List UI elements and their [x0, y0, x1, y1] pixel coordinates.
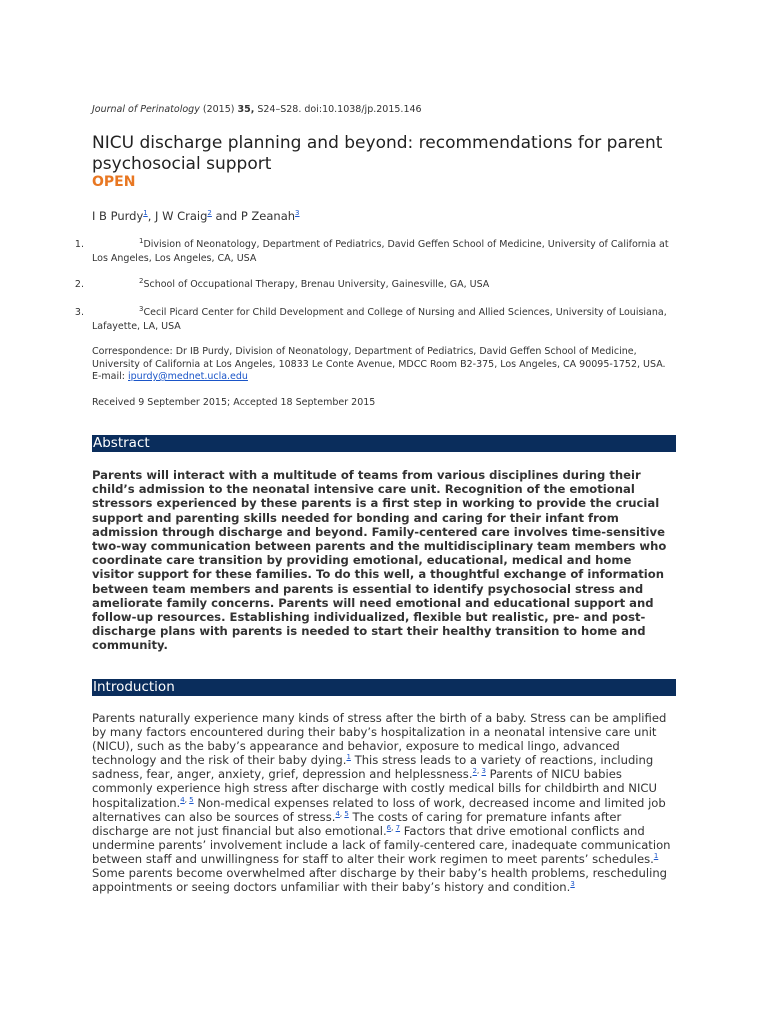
author-list: [92, 209, 300, 223]
affiliation-sup: 2: [139, 276, 144, 285]
intro-text-span: Non-medical expenses related to loss of work, decreased income and limited job alternatives can also be sources of stress.: [92, 795, 666, 824]
citation-link[interactable]: 1: [653, 852, 659, 861]
intro-text-span: Parents naturally experience many kinds of stress after the birth of a baby. Stress can be amplified by many factors encountered during their baby’s hospitalization in a neonatal intensive care unit (NICU), such as the baby’s appearance and behavior, exposure to medical lingo, advanced technology and the risk of their baby dying.: [92, 711, 667, 768]
abstract-text: Parents will interact with a multitude of teams from various disciplines during their child’s admission to the neonatal intensive care unit. Recognition of the emotional stressors experienced by these parents is a first step in working to provide the crucial support and parenting skills needed for bonding and caring for their infant from admission through discharge and beyond. Family-centered care involves time-sensitive two-way communication between parents and the multidisciplinary team members who coordinate care transition by providing emotional, educational, medical and home visitor support for these families. To do this well, a thoughtful exchange of information between team members and parents is essential to identify psychosocial stress and ameliorate family concerns. Parents will need emotional and educational support and follow-up resources. Establishing individualized, flexible but realistic, pre- and post-discharge plans with parents is needed to start their healthy transition to home and community.: [92, 468, 667, 653]
intro-text-span: The costs of caring for premature infants after discharge are not just financial but also emotional.: [92, 809, 622, 838]
affiliation-ref-link[interactable]: 1: [143, 209, 148, 218]
affiliation-ref-link[interactable]: 3: [295, 209, 300, 218]
affiliation-text: Cecil Picard Center for Child Development and College of Nursing and Allied Sciences, University of Louisiana, Lafayette, LA, USA: [92, 307, 667, 332]
author-separator: and: [211, 209, 241, 223]
citation-link[interactable]: 2: [472, 767, 477, 776]
affiliation-number: 1.: [74, 239, 84, 250]
intro-text-span: Factors that drive emotional conflicts and undermine parents’ involvement include a lack of family-centered care, inadequate communication between staff and unwillingness for staff to alter their work regimen to meet parents’ schedules.: [92, 823, 671, 866]
correspondence-text: Correspondence: Dr IB Purdy, Division of Neonatology, Department of Pediatrics, David Geffen School of Medicine, University of California at Los Angeles, 10833 Le Conte Avenue, MDCC Room B2-375, Los Angeles, CA 90095-1752, USA. E-mail:: [92, 346, 666, 382]
author-separator: ,: [147, 209, 156, 223]
citation-line: [92, 104, 422, 115]
received-dates: Received 9 September 2015; Accepted 18 September 2015: [92, 397, 376, 408]
affiliation-number: 2.: [74, 279, 84, 290]
author-name[interactable]: P Zeanah: [240, 209, 296, 223]
affiliation-sup: 1: [139, 236, 144, 245]
intro-text-span: Some parents become overwhelmed after discharge by their baby’s health problems, rescheduling appointments or seeing doctors unfamiliar with their baby’s history and condition.: [92, 866, 668, 895]
affiliation-sup: 3: [139, 304, 144, 313]
journal-pages-doi: S24–S28. doi:10.1038/jp.2015.146: [257, 104, 422, 115]
citation-link[interactable]: 6: [386, 823, 392, 832]
affiliation-item: [74, 304, 676, 333]
intro-text-span: Parents of NICU babies commonly experience high stress after discharge with costly medical bills for childbirth and NICU hospitalization.: [92, 767, 657, 810]
email-link[interactable]: ipurdy@mednet.ucla.edu: [128, 371, 248, 382]
citation-link[interactable]: 5: [189, 795, 194, 804]
article-title: NICU discharge planning and beyond: recommendations for parent psychosocial support: [92, 133, 663, 174]
affiliation-ref-link[interactable]: 2: [207, 209, 212, 218]
abstract-heading: Abstract: [92, 435, 676, 452]
journal-year: (2015): [202, 104, 235, 115]
citation-link[interactable]: 4: [180, 795, 185, 804]
affiliation-text: Division of Neonatology, Department of Pediatrics, David Geffen School of Medicine, University of California at Los Angeles, Los Angeles, CA, USA: [92, 239, 669, 264]
open-access-label: OPEN: [92, 174, 136, 190]
affiliation-item: [74, 276, 676, 292]
author-name[interactable]: J W Craig: [155, 209, 208, 223]
citation-link[interactable]: 4: [335, 809, 340, 818]
affiliation-number: 3.: [74, 307, 84, 318]
intro-text-span: This stress leads to a variety of reactions, including sadness, fear, anger, anxiety, grief, depression and helplessness.: [92, 753, 654, 782]
introduction-heading: Introduction: [92, 679, 676, 696]
citation-link[interactable]: 5: [344, 809, 349, 818]
introduction-paragraph: Parents naturally experience many kinds of stress after the birth of a baby. Stress can be amplified by many factors encountered during their baby’s hospitalization in a neonatal intensive care unit (NICU), such as the baby’s appearance and behavior, exposure to medical lingo, advanced technology and the risk of their baby dying.$^1$ This stress leads to a variety of reactions, including sadness, fear, anger, anxiety, grief, depression and helplessness.$^{2, 3}$ Parents of NICU babies commonly experience high stress after discharge with costly medical bills for childbirth and NICU hospitalization.$^{4, 5}$ Non-medical expenses related to loss of work, decreased income and limited job alternatives can also be sources of stress.$^{4, 5}$ The costs of caring for premature infants after discharge are not just financial but also emotional.$^{6, 7}$ Factors that drive emotional conflicts and undermine parents’ involvement include a lack of family-centered care, inadequate communication between staff and unwillingness for staff to alter their work regimen to meet parents’ schedules.$^1$ Some parents become overwhelmed after discharge by their baby’s health problems, rescheduling appointments or seeing doctors unfamiliar with their baby’s history and condition.$^3$: [92, 711, 671, 895]
citation-link[interactable]: 3: [481, 767, 486, 776]
correspondence: [92, 346, 676, 384]
affiliation-text: School of Occupational Therapy, Brenau University, Gainesville, GA, USA: [143, 279, 490, 290]
citation-link[interactable]: 1: [346, 753, 351, 762]
affiliation-item: [74, 236, 676, 265]
author-name[interactable]: I B Purdy: [92, 209, 144, 223]
journal-volume: 35,: [237, 104, 255, 115]
journal-name[interactable]: Journal of Perinatology: [92, 104, 200, 115]
citation-link[interactable]: 3: [570, 880, 575, 889]
citation-link[interactable]: 7: [395, 823, 401, 832]
